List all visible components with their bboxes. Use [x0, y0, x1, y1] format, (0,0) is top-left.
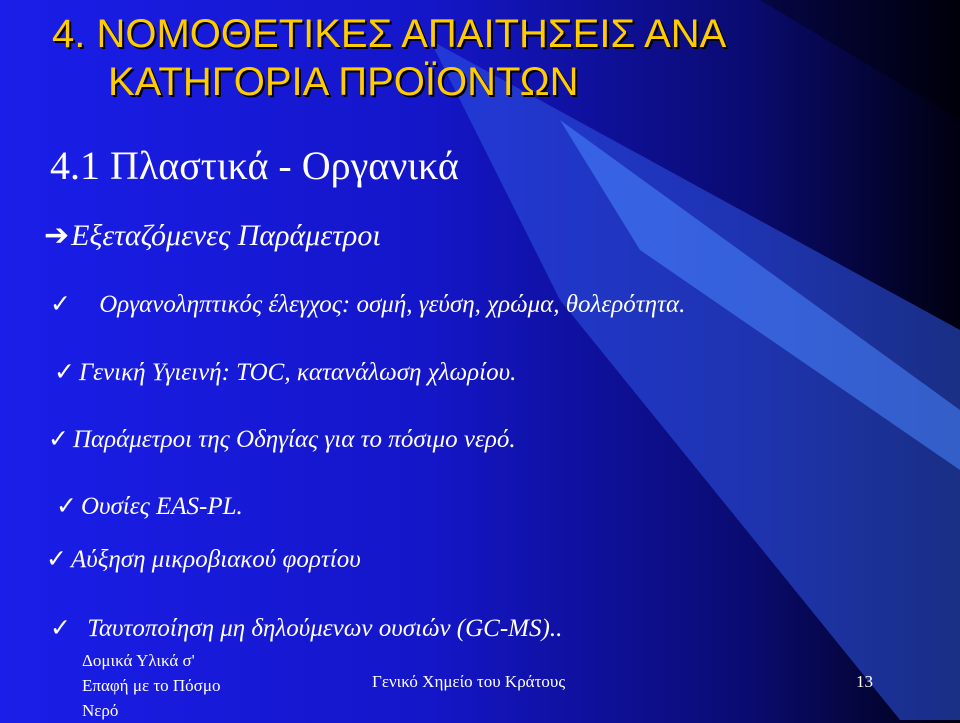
footer-left-line-1: Δομικά Υλικά σ': [82, 651, 195, 670]
list-item-text: Ταυτοποίηση μη δηλούμενων ουσιών (GC-MS)..: [87, 615, 563, 642]
checkmark-icon: ✓: [46, 544, 67, 573]
footer-left: [82, 648, 220, 723]
parameters-heading: [44, 216, 381, 256]
list-item-text: Παράμετροι της Οδηγίας για το πόσιμο νερό.: [72, 426, 516, 453]
checkmark-icon: ✓: [50, 613, 71, 642]
list-item-text: Αύξηση μικροβιακού φορτίου: [70, 546, 361, 573]
list-item: [50, 288, 685, 321]
footer-left-line-3: Νερό: [82, 701, 119, 720]
list-item: [48, 423, 516, 456]
list-item: [46, 543, 361, 576]
footer-left-line-2: Επαφή με το Πόσμο: [82, 676, 221, 695]
list-item: [56, 490, 243, 523]
checkmark-icon: ✓: [48, 424, 69, 453]
list-item-text: Οργανοληπτικός έλεγχος: οσμή, γεύση, χρώμα, θολερότητα.: [99, 291, 686, 318]
list-item: [54, 356, 516, 389]
footer-center: Γενικό Χημείο του Κράτους: [372, 672, 566, 691]
section-subtitle: 4.1 Πλαστικά - Οργανικά: [50, 143, 459, 188]
slide-title: [52, 10, 932, 106]
parameters-label: Εξεταζόμενες Παράμετροι: [71, 219, 381, 252]
checkmark-icon: ✓: [54, 357, 75, 386]
checkmark-icon: ✓: [56, 491, 77, 520]
page-number: 13: [856, 672, 873, 691]
list-item: [50, 612, 562, 645]
list-item-text: Ουσίες EAS-PL.: [80, 493, 243, 520]
title-line-1: 4. ΝΟΜΟΘΕΤΙΚΕΣ ΑΠΑΙΤΗΣΕΙΣ ΑΝΑ: [52, 12, 727, 56]
checkmark-icon: ✓: [50, 289, 71, 318]
title-line-2: ΚΑΤΗΓΟΡΙΑ ΠΡΟΪΟΝΤΩΝ: [108, 60, 579, 104]
arrow-right-icon: ➔: [44, 219, 70, 252]
list-item-text: Γενική Υγιεινή: TOC, κατανάλωση χλωρίου.: [78, 359, 517, 386]
